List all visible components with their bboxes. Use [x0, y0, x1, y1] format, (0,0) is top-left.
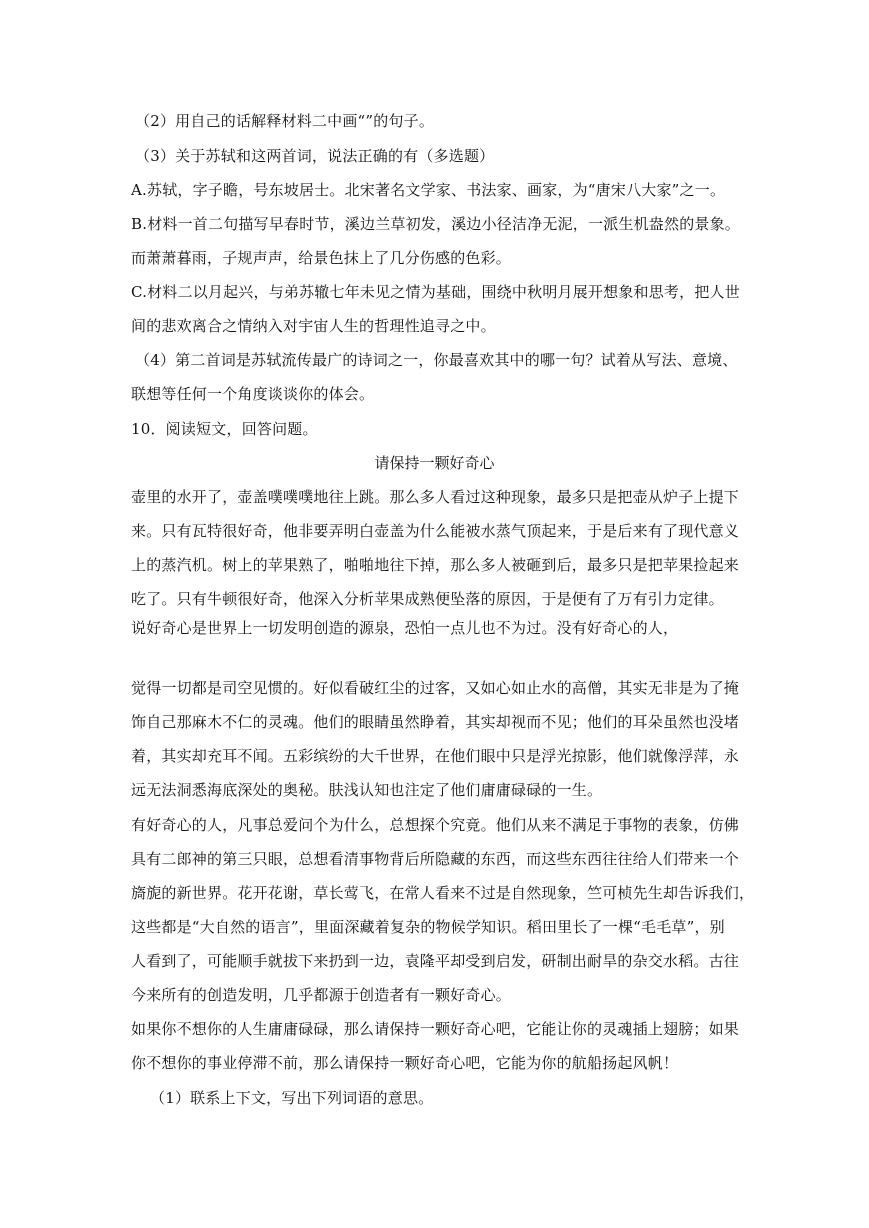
sub-question-3: （3）关于苏轼和这两首词，说法正确的有（多选题） — [135, 147, 495, 165]
sub-question-2: （2）用自己的话解释材料二中画“”的句子。 — [135, 112, 435, 130]
option-c-line-1: C.材料二以月起兴，与弟苏辙七年未见之情为基础，围绕中秋明月展开想象和思考，把人世 — [131, 283, 740, 301]
paragraph-1-line-2: 来。只有瓦特很好奇，他非要弄明白壶盖为什么能被水蒸气顶起来，于是后来有了现代意义 — [131, 522, 740, 540]
sub-question-4-line-1: （4）第二首词是苏轼流传最广的诗词之一，你最喜欢其中的哪一句？试着从写法、意境、 — [135, 351, 738, 369]
paragraph-3-line-1: 觉得一切都是司空见惯的。好似看破红尘的过客，又如心如止水的高僧，其实无非是为了掩 — [131, 679, 740, 697]
option-b-line-2: 而萧萧暮雨，子规声声，给景色抹上了几分伤感的色彩。 — [131, 249, 512, 267]
paragraph-5-line-1: 如果你不想你的人生庸庸碌碌，那么请保持一颗好奇心吧，它能让你的灵魂插上翅膀；如果 — [131, 1020, 740, 1038]
paragraph-4-line-6: 今来所有的创造发明，几乎都源于创造者有一颗好奇心。 — [131, 986, 512, 1004]
paragraph-4-line-2: 具有二郎神的第三只眼，总想看清事物背后所隐藏的东西，而这些东西往往给人们带来一个 — [131, 850, 740, 868]
paragraph-4-line-1: 有好奇心的人，凡事总爱问个为什么，总想探个究竟。他们从来不满足于事物的表象，仿佛 — [131, 816, 740, 834]
option-b-line-1: B.材料一首二句描写早春时节，溪边兰草初发，溪边小径洁净无泥，一派生机盎然的景象。 — [131, 215, 740, 233]
paragraph-1-line-3: 上的蒸汽机。树上的苹果熟了，啪啪地往下掉，那么多人被砸到后，最多只是把苹果捡起来 — [131, 556, 740, 574]
paragraph-4-line-4: 这些都是“大自然的语言”，里面深藏着复杂的物候学知识。稻田里长了一棵“毛毛草”，别 — [131, 918, 725, 936]
sub-question-4-line-2: 联想等任何一个角度谈谈你的体会。 — [131, 385, 375, 403]
paragraph-3-line-2: 饰自己那麻木不仁的灵魂。他们的眼睛虽然睁着，其实却视而不见；他们的耳朵虽然也没堵 — [131, 713, 740, 731]
paragraph-5-line-2: 你不想你的事业停滞不前，那么请保持一颗好奇心吧，它能为你的航船扬起风帆！ — [131, 1054, 679, 1072]
paragraph-4-line-5: 人看到了，可能顺手就拔下来扔到一边，袁隆平却受到启发，研制出耐旱的杂交水稻。古往 — [131, 952, 740, 970]
question-10-heading: 10．阅读短文，回答问题。 — [131, 420, 318, 438]
paragraph-4-line-3: 旖旎的新世界。花开花谢，草长莺飞，在常人看来不过是自然现象，竺可桢先生却告诉我们， — [131, 884, 755, 902]
sub-question-1: （1）联系上下文，写出下列词语的意思。 — [150, 1089, 434, 1107]
paragraph-3-line-4: 远无法洞悉海底深处的奥秘。肤浅认知也注定了他们庸庸碌碌的一生。 — [131, 781, 603, 799]
paragraph-2-line-1: 说好奇心是世界上一切发明创造的源泉，恐怕一点儿也不为过。没有好奇心的人， — [131, 619, 679, 637]
paragraph-1-line-4: 吃了。只有牛顿很好奇，他深入分析苹果成熟便坠落的原因，于是便有了万有引力定律。 — [131, 590, 724, 608]
option-c-line-2: 间的悲欢离合之情纳入对宇宙人生的哲理性追寻之中。 — [131, 317, 496, 335]
passage-title: 请保持一颗好奇心 — [374, 454, 495, 472]
paragraph-3-line-3: 着，其实却充耳不闻。五彩缤纷的大千世界，在他们眼中只是浮光掠影，他们就像浮萍，永 — [131, 747, 740, 765]
paragraph-1-line-1: 壶里的水开了，壶盖噗噗噗地往上跳。那么多人看过这种现象，最多只是把壶从炉子上提下 — [131, 488, 740, 506]
option-a: A.苏轼，字子瞻，号东坡居士。北宋著名文学家、书法家、画家，为“唐宋八大家”之一。 — [131, 181, 726, 199]
